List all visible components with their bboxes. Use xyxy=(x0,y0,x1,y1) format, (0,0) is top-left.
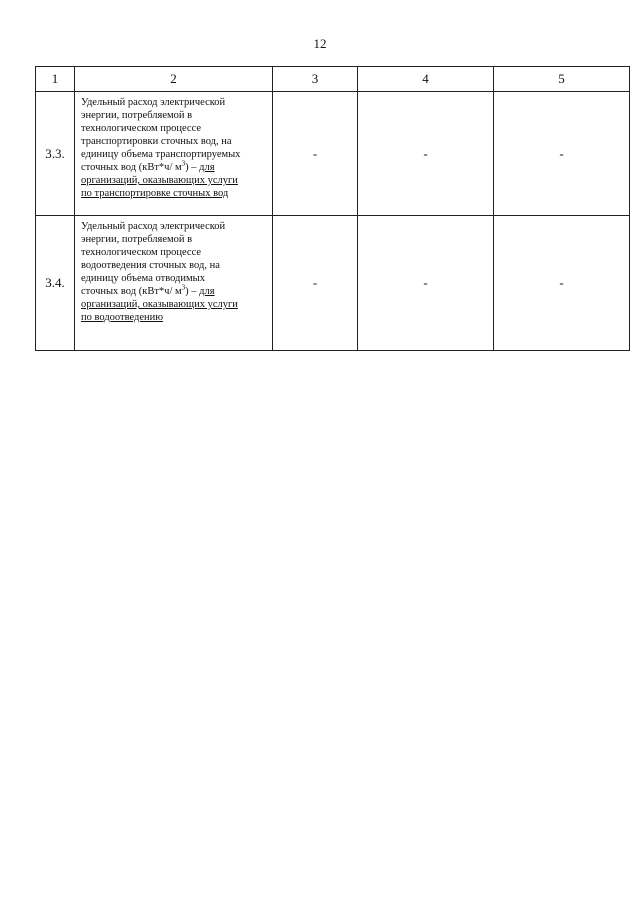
unit-superscript: 3 xyxy=(181,159,186,168)
unit-prefix: сточных вод (кВт*ч/ м xyxy=(81,162,182,173)
description-line xyxy=(81,311,269,324)
underlined-text: для xyxy=(199,286,215,297)
description-line: транспортировки сточных вод, на xyxy=(81,136,232,147)
page-number: 12 xyxy=(313,36,327,51)
value-cell-4: - xyxy=(358,216,494,351)
underlined-text: организаций, оказывающих услуги xyxy=(81,299,238,310)
underlined-text: по транспортировке сточных вод xyxy=(81,188,229,199)
unit-prefix: сточных вод (кВт*ч/ м xyxy=(81,286,182,297)
description-line: энергии, потребляемой в xyxy=(81,234,193,245)
description-line xyxy=(81,187,269,200)
description-line: единицу объема отводимых xyxy=(81,273,205,284)
row-description xyxy=(75,216,273,351)
description-line: Удельный расход электрической xyxy=(81,97,226,108)
row-number: 3.3. xyxy=(36,92,75,216)
data-table xyxy=(35,66,630,351)
description-line xyxy=(81,161,269,174)
description-line: технологическом процессе xyxy=(81,123,202,134)
header-cell-2: 2 xyxy=(75,67,273,92)
description-line: технологическом процессе xyxy=(81,247,202,258)
table-row xyxy=(36,92,630,216)
row-description xyxy=(75,92,273,216)
header-cell-3: 3 xyxy=(273,67,358,92)
header-cell-4: 4 xyxy=(358,67,494,92)
unit-suffix: ) – xyxy=(185,286,200,297)
description-line: энергии, потребляемой в xyxy=(81,110,193,121)
description-line xyxy=(81,285,269,298)
header-cell-1: 1 xyxy=(36,67,75,92)
value-cell-3: - xyxy=(273,92,358,216)
unit-superscript: 3 xyxy=(181,283,186,292)
description-line: Удельный расход электрической xyxy=(81,221,226,232)
description-line: единицу объема транспортируемых xyxy=(81,149,241,160)
value-cell-5: - xyxy=(494,92,630,216)
header-cell-5: 5 xyxy=(494,67,630,92)
underlined-text: для xyxy=(199,162,215,173)
description-line xyxy=(81,298,269,311)
value-cell-5: - xyxy=(494,216,630,351)
underlined-text: организаций, оказывающих услуги xyxy=(81,175,238,186)
value-cell-3: - xyxy=(273,216,358,351)
table-header-row xyxy=(36,67,630,92)
description-line: водоотведения сточных вод, на xyxy=(81,260,220,271)
description-line xyxy=(81,174,269,187)
value-cell-4: - xyxy=(358,92,494,216)
unit-suffix: ) – xyxy=(185,162,200,173)
row-number: 3.4. xyxy=(36,216,75,351)
underlined-text: по водоотведению xyxy=(81,312,164,323)
table-row xyxy=(36,216,630,351)
